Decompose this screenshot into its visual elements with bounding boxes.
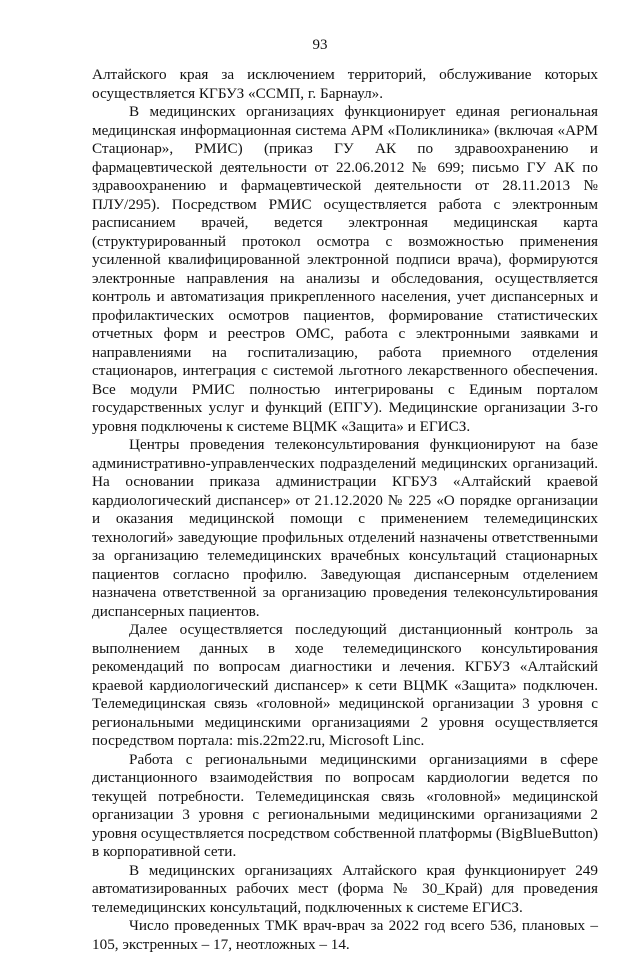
document-body [92,66,598,954]
paragraph-teleconsult-centers: Центры проведения телеконсультирования функционируют на базе административно-управленческих подразделений медицинских организаций. На основании приказа администрации КГБУЗ «Алтайский краевой кардиологический диспансер» от 21.12.2020 № 225 «О порядке организации и оказания медицинской помощи с применением телемедицинских технологий» заведующие профильных отделений назначены ответственными за организацию телемедицинских врачебных консультаций стационарных пациентов согласно профилю. Заведующая диспансерным отделением назначена ответственной за организацию проведения телеконсультирования диспансерных пациентов. [92,436,598,620]
paragraph-tmk-count: Число проведенных ТМК врач-врач за 2022 год всего 536, плановых – 105, экстренных – 17, неотложных – 14. [92,917,598,953]
paragraph-remote-control: Далее осуществляется последующий дистанционный контроль за выполнением данных в ходе телемедицинского консультирования рекомендаций по вопросам диагностики и лечения. КГБУЗ «Алтайский краевой кардиологический диспансер» к сети ВЦМК «Защита» подключен. Телемедицинская связь «головной» медицинской организации 3 уровня с региональными медицинскими организациями 2 уровня осуществляется посредством портала: mis.22m22.ru, Microsoft Linc. [92,621,598,749]
paragraph-workstations: В медицинских организациях Алтайского края функционирует 249 автоматизированных рабочих мест (форма № 30_Край) для проведения телемедицинских консультаций, подключенных к системе ЕГИСЗ. [92,861,598,916]
paragraph-continuation: Алтайского края за исключением территорий, обслуживание которых осуществляется КГБУЗ «ССМП, г. Барнаул». [92,66,598,102]
paragraph-rmis: В медицинских организациях функционирует единая региональная медицинская информационная система АРМ «Поликлиника» (включая «АРМ Стационар», РМИС) (приказ ГУ АК по здравоохранению и фармацевтической деятельности от 22.06.2012 № 699; письмо ГУ АК по здравоохранению и фармацевтической деятельности от 28.11.2013 № ПЛУ/295). Посредством РМИС осуществляется работа с электронным расписанием врачей, ведется электронная медицинская карта (структурированный протокол осмотра с возможностью применения усиленной квалифицированной электронной подписи врача), формируются электронные направления на анализы и обследования, осуществляется контроль и автоматизация прикрепленного населения, учет диспансерных и профилактических осмотров пациентов, формирование статистических отчетных форм и реестров ОМС, работа с электронными заявками и направлениями на госпитализацию, работа приемного отделения стационаров, интеграция с системой льготного лекарственного обеспечения. Все модули РМИС полностью интегрированы с Единым порталом государственных услуг и функций (ЕПГУ). Медицинские организации 3-го уровня подключены к системе ВЦМК «Защита» и ЕГИСЗ. [92,103,598,435]
page-number: 93 [312,37,328,53]
paragraph-regional-work: Работа с региональными медицинскими организациями в сфере дистанционного взаимодействия по вопросам кардиологии ведется по текущей потребности. Телемедицинская связь «головной» медицинской организации 3 уровня с региональными медицинскими организациями 2 уровня осуществляется посредством собственной платформы (BigBlueButton) в корпоративной сети. [92,750,598,860]
